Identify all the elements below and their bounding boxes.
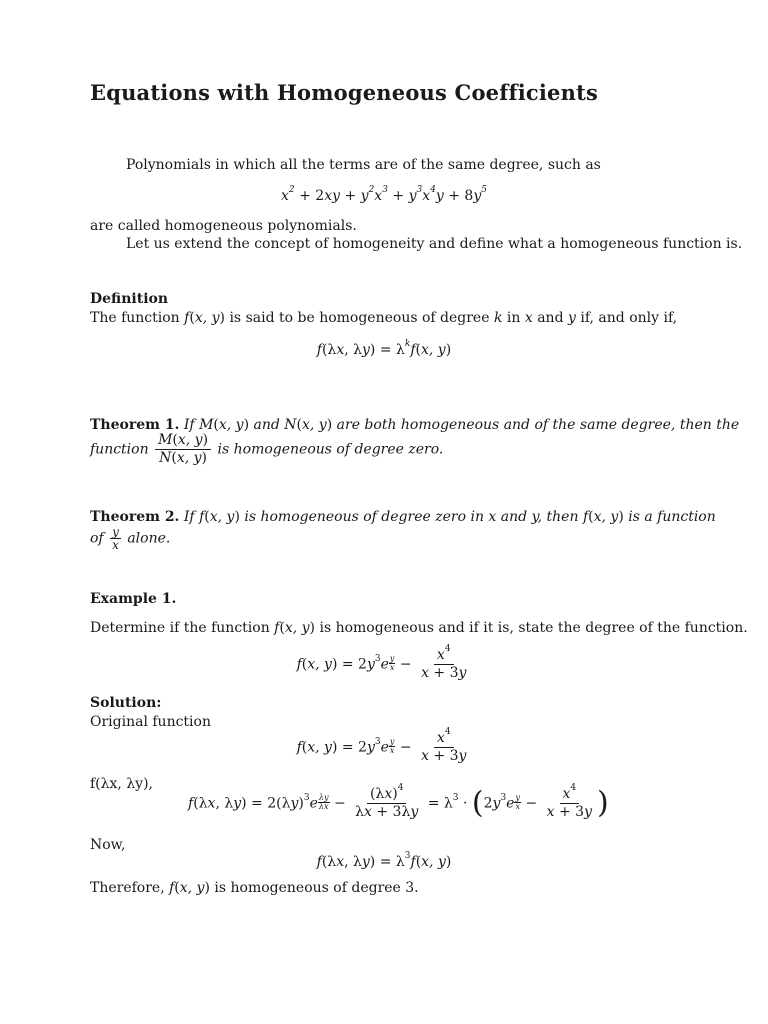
original-function-equation: f(x, $y) = 2y^3e$ $\frac{y}{x}$ − $\frac{x^4}{x + 3y}$: [296, 727, 467, 764]
intro-extension: Let us extend the concept of homogeneity and define what a homogeneous function is.: [126, 236, 743, 252]
polynomial-equation: $x^2 + 2xy + y^2x^3 + y^3x^4y + 8y^5$: [281, 185, 487, 204]
definition-text: The function f(x, y) is said to be homogeneous of degree k in x and y if, and only if,: [90, 310, 678, 326]
example1-equation: f(x, $y) = 2y^3e$ $\frac{y}{x}$ − $\frac{x^4}{x + 3y}$: [296, 644, 467, 681]
solution-heading: Solution:: [90, 695, 162, 711]
scaled-function-equation: f(λx, $\lambda y) = 2(\lambda y)^3e$ $\frac{\lambda y}{\lambda x}$ − $\frac{(\lambda x)^4}{\lambda x + 3\lambda y}$ = $\lambda^3 \cdot (2y^3e$ $\frac{y}{x}$ − $\frac{x^4}{x + 3y}$ ): [188, 783, 609, 821]
theorem2-line2: of $\frac{y}{x}$ alone.: [90, 525, 171, 552]
result-equation: f(λx, $\lambda y) = \lambda^3f(x$, y): [316, 851, 452, 870]
scaled-function-label: f(λx, λy),: [90, 776, 154, 792]
example1-heading: Example 1.: [90, 591, 177, 607]
example1-prompt: Determine if the function f(x, y) is homogeneous and if it is, state the degree of the function.: [90, 620, 748, 636]
original-function-label: Original function: [90, 714, 211, 730]
intro-continuation: are called homogeneous polynomials.: [90, 218, 357, 234]
definition-heading: Definition: [90, 291, 169, 307]
page-title: Equations with Homogeneous Coefficients: [90, 80, 598, 105]
m-over-n-fraction: $\frac{M(x, y)}{N(x, y)}$: [155, 433, 211, 466]
intro-paragraph: Polynomials in which all the terms are of the same degree, such as: [126, 157, 601, 173]
definition-equation: f(λx, $\lambda y) = \lambda^kf(x$, y): [316, 339, 452, 358]
now-label: Now,: [90, 837, 126, 853]
theorem1-line2: function $\frac{M(x, y)}{N(x, y)}$ is homogeneous of degree zero.: [90, 432, 444, 466]
y-over-x-fraction: $\frac{y}{x}$: [112, 525, 119, 552]
theorem2-line1: Theorem 2. If f(x, y) is homogeneous of degree zero in x and y, then f(x, y) is a function: [90, 509, 716, 525]
conclusion: Therefore, f(x, y) is homogeneous of degree 3.: [90, 880, 419, 896]
theorem1-line1: Theorem 1. If M(x, y) and N(x, y) are both homogeneous and of the same degree, then the: [90, 417, 740, 433]
